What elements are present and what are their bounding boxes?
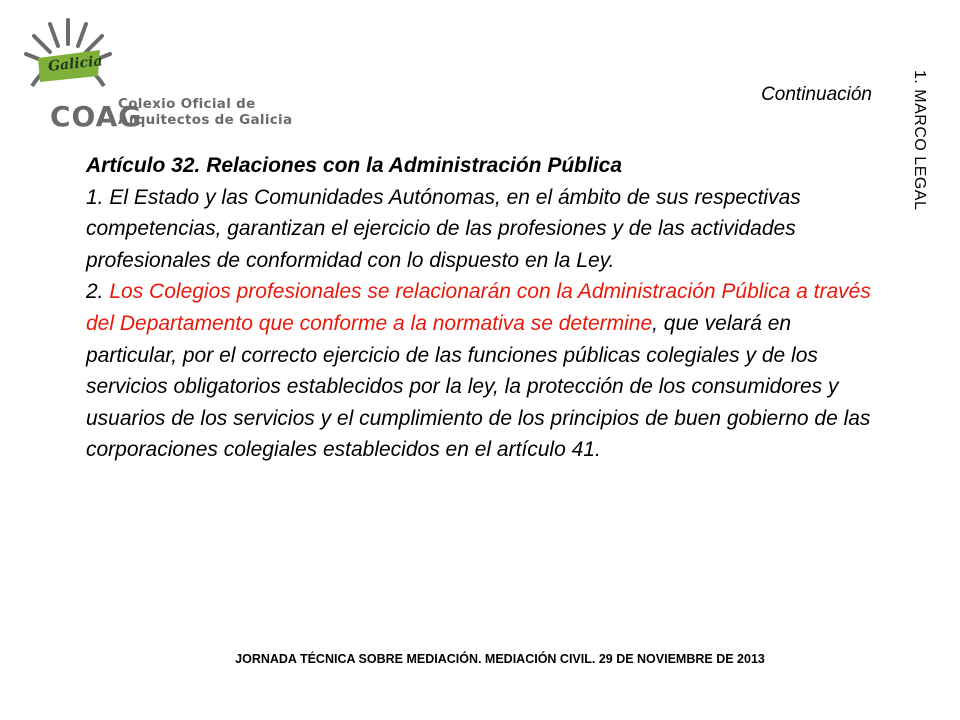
logo-org-line2: Arquitectos de Galicia xyxy=(118,112,293,128)
logo-badge-text: Galicia xyxy=(47,53,104,75)
article-heading: Artículo 32. Relaciones con la Administración Pública xyxy=(86,154,623,177)
paragraph-2-highlight: Los Colegios profesionales se relacionarán con la Administración Pública a través del Departamento que conforme a la normativa se determine xyxy=(86,280,871,335)
article-body xyxy=(86,150,876,466)
paragraph-2-number: 2. xyxy=(86,280,110,304)
footer-text: JORNADA TÉCNICA SOBRE MEDIACIÓN. MEDIACIÓN CIVIL. 29 DE NOVIEMBRE DE 2013 xyxy=(235,652,765,666)
continuation-label: Continuación xyxy=(761,84,872,105)
logo-org-line1: Colexio Oficial de xyxy=(118,96,256,112)
article-paragraph-1: 1. El Estado y las Comunidades Autónomas, en el ámbito de sus respectivas competencias, garantizan el ejercicio de las profesiones y de las actividades profesionales de conformidad con lo dispuesto en la Ley. xyxy=(86,185,801,272)
section-title: 1. MARCO LEGAL xyxy=(911,70,928,211)
logo-org-name xyxy=(118,96,292,128)
logo-wordmark: COAG xyxy=(50,100,143,133)
coag-logo xyxy=(18,14,293,133)
article-paragraph-2 xyxy=(86,276,876,466)
paragraph-2-rest: , que velará en particular, por el correcto ejercicio de las funciones públicas colegiales y de los servicios obligatorios establecidos por la ley, la protección de los consumidores y usuarios de los servicios y el cumplimiento de los principios de buen gobierno de las corporaciones colegiales establecidos en el artículo 41. xyxy=(86,311,871,462)
